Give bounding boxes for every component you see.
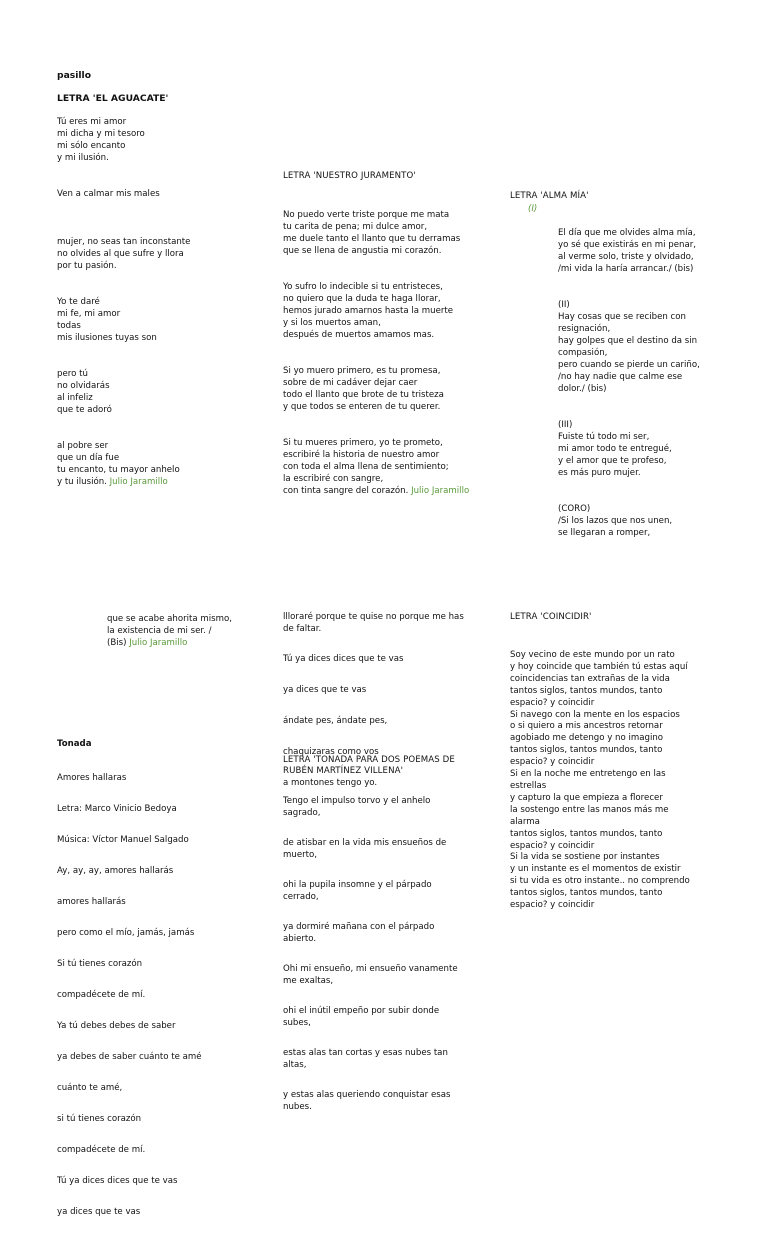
stanza: El día que me olvides alma mía, yo sé que existirás en mi penar, al verme solo, triste y olvidado, /mi vida la haría arrancar./ (bis) [558,228,697,274]
lyric-line: Si tú tienes corazón [57,959,143,969]
stanza: (II) Hay cosas que se reciben con resignación, hay golpes que el destino da sin compasión, pero cuando se pierde un cariño, /no hay nadie que calme ese dolor./ (bis) [558,300,700,394]
lyric-line: Letra: Marco Vinicio Bedoya [57,804,177,814]
lyric-line: estas alas tan cortas y esas nubes tan altas, [283,1048,448,1070]
stanza: No puedo verte triste porque me mata tu carita de pena; mi dulce amor, me duele tanto el llanto que tu derramas que se llena de angustia mi corazón. [283,210,461,256]
lyric-line: y estas alas queriendo conquistar esas nubes. [283,1090,451,1112]
lyric-line: ya debes de saber cuánto te amé [57,1052,202,1062]
lyric-line: Amores hallaras [57,773,127,783]
stanza: Soy vecino de este mundo por un rato y hoy coincide que también tú estas aquí coincidencias tan extrañas de la vida tantos siglos, tantos mundos, tanto espacio? y coincidir Si navego con la mente en los espacios o si quiero a mis ancestros retornar agobiado me detengo y no imagino tantos siglos, tantos mundos, tanto espacio? y coincidir Si en la noche me entretengo en las estrellas y capturo la que empieza a florecer la sostengo entre las manos más me alarma tantos siglos, tantos mundos, tanto espacio? y coincidir Si la vida se sostiene por instantes y un instante es el momentos de existir si tu vida es otro instante.. no comprendo tantos siglos, tantos mundos, tanto espacio? y coincidir [510,650,690,911]
stanza: pero tú no olvidarás al infeliz que te adoró [57,369,112,415]
song-title: LETRA 'EL AGUACATE' [57,93,169,104]
coincidir-lyrics [510,600,710,924]
author-credit: Julio Jaramillo [129,638,188,648]
lyric-line: Ya tú debes debes de saber [57,1021,176,1031]
lyric-line: pero como el mío, jamás, jamás [57,928,195,938]
section-title: Tonada [57,739,92,749]
song-title: LETRA 'TONADA PARA DOS POEMAS DE RUBÉN MARTÍNEZ VILLENA' [283,755,455,776]
lyric-line: compadécete de mí. [57,990,146,1000]
author-credit: Julio Jaramillo [109,477,168,487]
lyric-line: ya dormiré mañana con el párpado abierto. [283,922,435,944]
el-aguacate-lyrics [57,58,257,500]
tonada-lyrics [57,726,257,1234]
stanza: Ven a calmar mis males [57,189,160,199]
stanza: (III) Fuiste tú todo mi ser, mi amor todo te entregué, y el amor que te profeso, es más puro mujer. [558,420,672,478]
song-title: LETRA 'NUESTRO JURAMENTO' [283,171,416,181]
lyric-line: Música: Víctor Manuel Salgado [57,835,189,845]
lyric-line: Tú ya dices dices que te vas [57,1176,178,1186]
stanza: Si yo muero primero, es tu promesa, sobre de mi cadáver dejar caer todo el llanto que brote de tu tristeza y que todos se enteren de tu querer. [283,366,444,412]
lyric-line: Tú ya dices dices que te vas [283,654,404,664]
stanza: que se acabe ahorita mismo, la existencia de mi ser. / (Bis) [107,614,233,648]
lyric-line: ándate pes, ándate pes, [283,716,388,726]
lyric-line: de atisbar en la vida mis ensueños de muerto, [283,838,447,860]
lyric-line: Ay, ay, ay, amores hallarás [57,866,174,876]
stanza: Yo te daré mi fe, mi amor todas mis ilusiones tuyas son [57,297,157,343]
stanza: mujer, no seas tan inconstante no olvides al que sufre y llora por tu pasión. [57,237,191,271]
stanza: (CORO) /Si los lazos que nos unen, se llegaran a romper, [558,504,673,538]
lyric-line: cuánto te amé, [57,1083,123,1093]
lyric-line: Ohi mi ensueño, mi ensueño vanamente me exaltas, [283,964,458,986]
lyric-line: chaquizaras como vos [283,747,379,757]
alma-mia-continuation [107,601,267,661]
song-title: LETRA 'COINCIDIR' [510,612,592,622]
author-credit: Julio Jaramillo [411,486,470,496]
lyric-line: compadécete de mí. [57,1145,146,1155]
lyric-line: ohi la pupila insomne y el párpado cerrado, [283,880,432,902]
alma-mia-lyrics [558,215,758,551]
lyric-line: si tú tienes corazón [57,1114,142,1124]
lyric-line: amores hallarás [57,897,126,907]
stanza: al pobre ser que un día fue tu encanto, tu mayor anhelo y tu ilusión. [57,441,180,487]
tonada-dos-poemas-lyrics [283,743,483,1125]
lyric-line: ya dices que te vas [57,1207,141,1217]
song-title: LETRA 'ALMA MÍA' [510,191,589,201]
lyric-line: llloraré porque te quise no porque me has de faltar. [283,612,464,634]
lyric-line: ohi el inútil empeño por subir donde subes, [283,1006,440,1028]
verse-number: (I) [528,204,538,214]
stanza: Si tu mueres primero, yo te prometo, escribiré la historia de nuestro amor con toda el alma llena de sentimiento; la escribiré con sangre, con tinta sangre del corazón. [283,438,449,496]
genre-label: pasillo [57,70,92,81]
stanza: Yo sufro lo indecible si tu entristeces, no quiero que la duda te haga llorar, hemos jurado amarnos hasta la muerte y si los muertos aman, después de muertos amamos mas. [283,282,454,340]
alma-mia-title-block [510,179,710,214]
lyric-line: ya dices que te vas [283,685,367,695]
lyric-line: a montones tengo yo. [283,778,378,788]
nuestro-juramento-lyrics [283,159,483,509]
stanza: Tú eres mi amor mi dicha y mi tesoro mi sólo encanto y mi ilusión. [57,117,145,163]
lyric-line: Tengo el impulso torvo y el anhelo sagrado, [283,796,431,818]
